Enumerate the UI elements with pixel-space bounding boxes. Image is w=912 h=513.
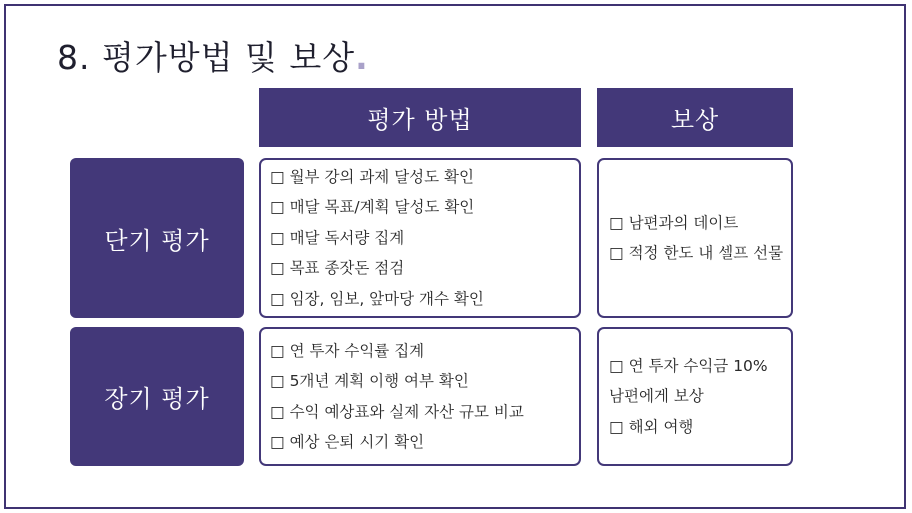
row-label-long-term: 장기 평가 bbox=[70, 327, 244, 466]
list-item: □ 목표 종잣돈 점검 bbox=[270, 259, 405, 278]
short-term-rewards bbox=[597, 158, 793, 318]
row-label-short-term: 단기 평가 bbox=[70, 158, 244, 318]
title-dot: . bbox=[355, 38, 369, 77]
long-term-rewards bbox=[597, 327, 793, 466]
list-item: □ 5개년 계획 이행 여부 확인 bbox=[270, 372, 469, 390]
short-term-methods bbox=[259, 158, 581, 318]
list-item: □ 적정 한도 내 셀프 선물 bbox=[609, 244, 784, 262]
list-item: □ 연 투자 수익률 집계 bbox=[270, 341, 425, 360]
list-item: □ 예상 은퇴 시기 확인 bbox=[270, 433, 425, 451]
list-item: □ 해외 여행 bbox=[609, 417, 694, 436]
list-item: □ 임장, 임보, 앞마당 개수 확인 bbox=[270, 289, 484, 308]
list-item: □ 월부 강의 과제 달성도 확인 bbox=[270, 167, 474, 186]
list-item: □ 매달 목표/계획 달성도 확인 bbox=[270, 198, 475, 217]
long-term-methods bbox=[259, 327, 581, 466]
list-item: □ 남편과의 데이트 bbox=[609, 213, 739, 232]
list-item: □ 수익 예상표와 실제 자산 규모 비교 bbox=[270, 402, 524, 421]
page-title-text: 8. 평가방법 및 보상 bbox=[57, 38, 356, 77]
header-reward: 보상 bbox=[597, 88, 793, 147]
list-item: □ 연 투자 수익금 10% 남편에게 보상 bbox=[609, 356, 768, 406]
list-item: □ 매달 독서량 집계 bbox=[270, 228, 405, 247]
header-method: 평가 방법 bbox=[259, 88, 581, 147]
page-title bbox=[57, 32, 369, 79]
